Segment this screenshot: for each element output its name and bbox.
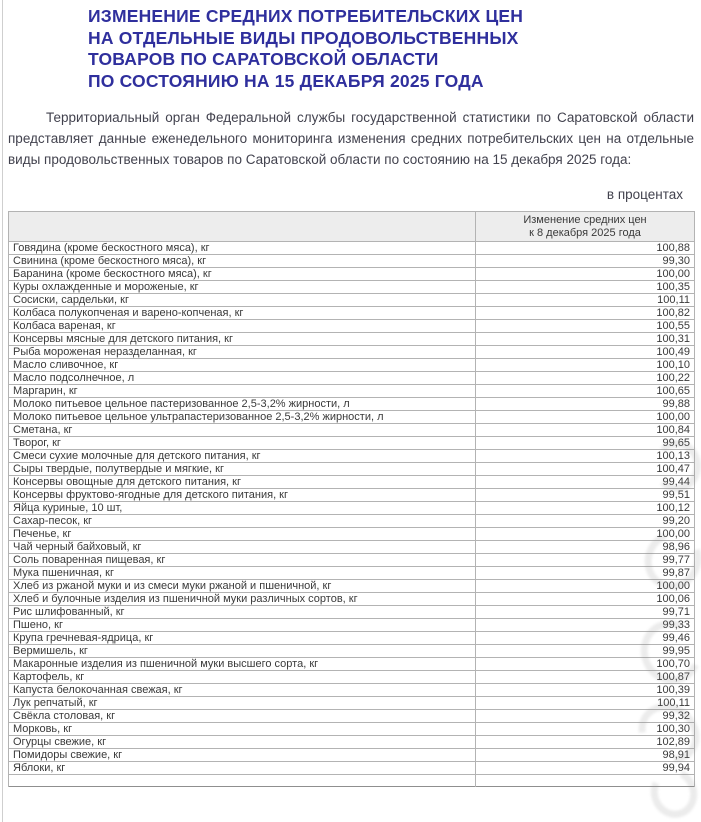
table-row — [9, 255, 695, 268]
table-row — [9, 268, 695, 281]
table-row — [9, 320, 695, 333]
product-label: Свинина (кроме бескостного мяса), кг — [9, 255, 476, 268]
document-title-line: ТОВАРОВ ПО САРАТОВСКОЙ ОБЛАСТИ — [88, 49, 439, 69]
table-row — [9, 515, 695, 528]
value-cell: 100,11 — [476, 697, 695, 710]
table-header-row — [9, 212, 695, 242]
table-row — [9, 541, 695, 554]
value-cell: 100,84 — [476, 424, 695, 437]
table-row — [9, 762, 695, 775]
product-label: Маргарин, кг — [9, 385, 476, 398]
product-label: Сметана, кг — [9, 424, 476, 437]
table-row — [9, 645, 695, 658]
price-change-table — [8, 211, 695, 787]
table-header-change-line1: Изменение средних цен — [523, 213, 647, 226]
value-cell: 100,00 — [476, 268, 695, 281]
value-cell: 102,89 — [476, 736, 695, 749]
product-label: Чай черный байховый, кг — [9, 541, 476, 554]
product-label: Сосиски, сардельки, кг — [9, 294, 476, 307]
value-cell: 100,31 — [476, 333, 695, 346]
value-cell: 100,00 — [476, 411, 695, 424]
value-cell: 99,71 — [476, 606, 695, 619]
table-row — [9, 619, 695, 632]
product-label: Хлеб и булочные изделия из пшеничной муки различных сортов, кг — [9, 593, 476, 606]
value-cell: 99,51 — [476, 489, 695, 502]
table-row — [9, 463, 695, 476]
table-row — [9, 554, 695, 567]
product-label: Хлеб из ржаной муки и из смеси муки ржаной и пшеничной, кг — [9, 580, 476, 593]
value-cell: 100,47 — [476, 463, 695, 476]
value-cell: 99,20 — [476, 515, 695, 528]
product-label: Свёкла столовая, кг — [9, 710, 476, 723]
product-label: Консервы овощные для детского питания, кг — [9, 476, 476, 489]
table-row — [9, 424, 695, 437]
value-cell: 100,11 — [476, 294, 695, 307]
product-label: Мука пшеничная, кг — [9, 567, 476, 580]
table-row — [9, 684, 695, 697]
value-cell: 98,91 — [476, 749, 695, 762]
product-label: Вермишель, кг — [9, 645, 476, 658]
value-cell: 100,13 — [476, 450, 695, 463]
table-header-product — [9, 212, 476, 242]
product-label: Рис шлифованный, кг — [9, 606, 476, 619]
product-label: Печенье, кг — [9, 528, 476, 541]
value-cell: 100,87 — [476, 671, 695, 684]
table-row — [9, 606, 695, 619]
value-cell: 99,88 — [476, 398, 695, 411]
table-row — [9, 411, 695, 424]
page-edge-line — [2, 0, 3, 822]
table-row — [9, 710, 695, 723]
product-label: Макаронные изделия из пшеничной муки высшего сорта, кг — [9, 658, 476, 671]
table-row — [9, 385, 695, 398]
table-row — [9, 489, 695, 502]
value-cell: 100,22 — [476, 372, 695, 385]
table-row — [9, 333, 695, 346]
product-label: Яйца куриные, 10 шт, — [9, 502, 476, 515]
value-cell: 100,00 — [476, 580, 695, 593]
table-row — [9, 437, 695, 450]
product-label: Капуста белокочанная свежая, кг — [9, 684, 476, 697]
value-cell: 98,96 — [476, 541, 695, 554]
product-label: Молоко питьевое цельное ультрапастеризованное 2,5-3,2% жирности, л — [9, 411, 476, 424]
document-title-line: ИЗМЕНЕНИЕ СРЕДНИХ ПОТРЕБИТЕЛЬСКИХ ЦЕН — [88, 6, 524, 26]
value-cell: 99,87 — [476, 567, 695, 580]
table-row — [9, 528, 695, 541]
table-row — [9, 580, 695, 593]
table-row — [9, 450, 695, 463]
product-label: Рыба мороженая неразделанная, кг — [9, 346, 476, 359]
product-label: Куры охлажденные и мороженые, кг — [9, 281, 476, 294]
document-title-line: НА ОТДЕЛЬНЫЕ ВИДЫ ПРОДОВОЛЬСТВЕННЫХ — [88, 27, 519, 48]
product-label: Лук репчатый, кг — [9, 697, 476, 710]
table-header-change — [476, 212, 695, 242]
value-cell: 99,30 — [476, 255, 695, 268]
product-label: Масло подсолнечное, л — [9, 372, 476, 385]
product-label: Морковь, кг — [9, 723, 476, 736]
product-label: Говядина (кроме бескостного мяса), кг — [9, 242, 476, 255]
table-row — [9, 242, 695, 255]
value-cell: 99,77 — [476, 554, 695, 567]
value-cell: 99,46 — [476, 632, 695, 645]
units-note: в процентах — [606, 187, 683, 202]
table-row-partial — [9, 775, 695, 787]
table-row — [9, 593, 695, 606]
table-row — [9, 372, 695, 385]
value-cell: 100,39 — [476, 684, 695, 697]
value-cell: 99,33 — [476, 619, 695, 632]
product-label: Огурцы свежие, кг — [9, 736, 476, 749]
table-row — [9, 736, 695, 749]
value-cell: 100,00 — [476, 528, 695, 541]
product-label: Смеси сухие молочные для детского питания, кг — [9, 450, 476, 463]
value-cell: 100,35 — [476, 281, 695, 294]
table-row — [9, 697, 695, 710]
table-row — [9, 346, 695, 359]
product-label: Консервы фруктово-ягодные для детского питания, кг — [9, 489, 476, 502]
value-cell: 99,32 — [476, 710, 695, 723]
value-cell: 100,55 — [476, 320, 695, 333]
value-cell: 99,95 — [476, 645, 695, 658]
value-cell: 100,49 — [476, 346, 695, 359]
product-label: Картофель, кг — [9, 671, 476, 684]
product-label: Творог, кг — [9, 437, 476, 450]
product-label: Сыры твердые, полутвердые и мягкие, кг — [9, 463, 476, 476]
value-cell: 100,12 — [476, 502, 695, 515]
table-row — [9, 359, 695, 372]
value-cell: 100,88 — [476, 242, 695, 255]
table-row — [9, 632, 695, 645]
product-label: Сахар-песок, кг — [9, 515, 476, 528]
table-header-change-line2: к 8 декабря 2025 года — [529, 226, 641, 239]
value-cell: 100,65 — [476, 385, 695, 398]
product-label: Консервы мясные для детского питания, кг — [9, 333, 476, 346]
document-title — [88, 6, 694, 92]
table-row — [9, 658, 695, 671]
product-label: Молоко питьевое цельное пастеризованное 2,5-3,2% жирности, л — [9, 398, 476, 411]
table-row — [9, 307, 695, 320]
product-label: Баранина (кроме бескостного мяса), кг — [9, 268, 476, 281]
product-label: Колбаса полукопченая и варено-копченая, кг — [9, 307, 476, 320]
table-row — [9, 502, 695, 515]
table-row — [9, 723, 695, 736]
table-row — [9, 567, 695, 580]
table-row — [9, 398, 695, 411]
product-label: Масло сливочное, кг — [9, 359, 476, 372]
product-label: Яблоки, кг — [9, 762, 476, 775]
value-cell: 100,82 — [476, 307, 695, 320]
value-cell: 99,44 — [476, 476, 695, 489]
product-label: Помидоры свежие, кг — [9, 749, 476, 762]
intro-paragraph: Территориальный орган Федеральной службы государственной статистики по Саратовской области представляет данные еженедельного мониторинга изменения средних потребительских цен на отдельные виды продовольственных товаров по Саратовской области по состоянию на 15 декабря 2025 года: — [8, 110, 694, 167]
value-cell: 100,10 — [476, 359, 695, 372]
value-cell: 100,70 — [476, 658, 695, 671]
value-cell: 99,94 — [476, 762, 695, 775]
value-cell: 100,06 — [476, 593, 695, 606]
table-row — [9, 476, 695, 489]
table-row — [9, 671, 695, 684]
value-cell: 100,30 — [476, 723, 695, 736]
table-row — [9, 749, 695, 762]
document-title-line: ПО СОСТОЯНИЮ НА 15 ДЕКАБРЯ 2025 ГОДА — [88, 70, 484, 91]
value-cell: 99,65 — [476, 437, 695, 450]
table-row — [9, 294, 695, 307]
product-label: Пшено, кг — [9, 619, 476, 632]
product-label: Колбаса вареная, кг — [9, 320, 476, 333]
table-row — [9, 281, 695, 294]
product-label: Крупа гречневая-ядрица, кг — [9, 632, 476, 645]
product-label: Соль поваренная пищевая, кг — [9, 554, 476, 567]
